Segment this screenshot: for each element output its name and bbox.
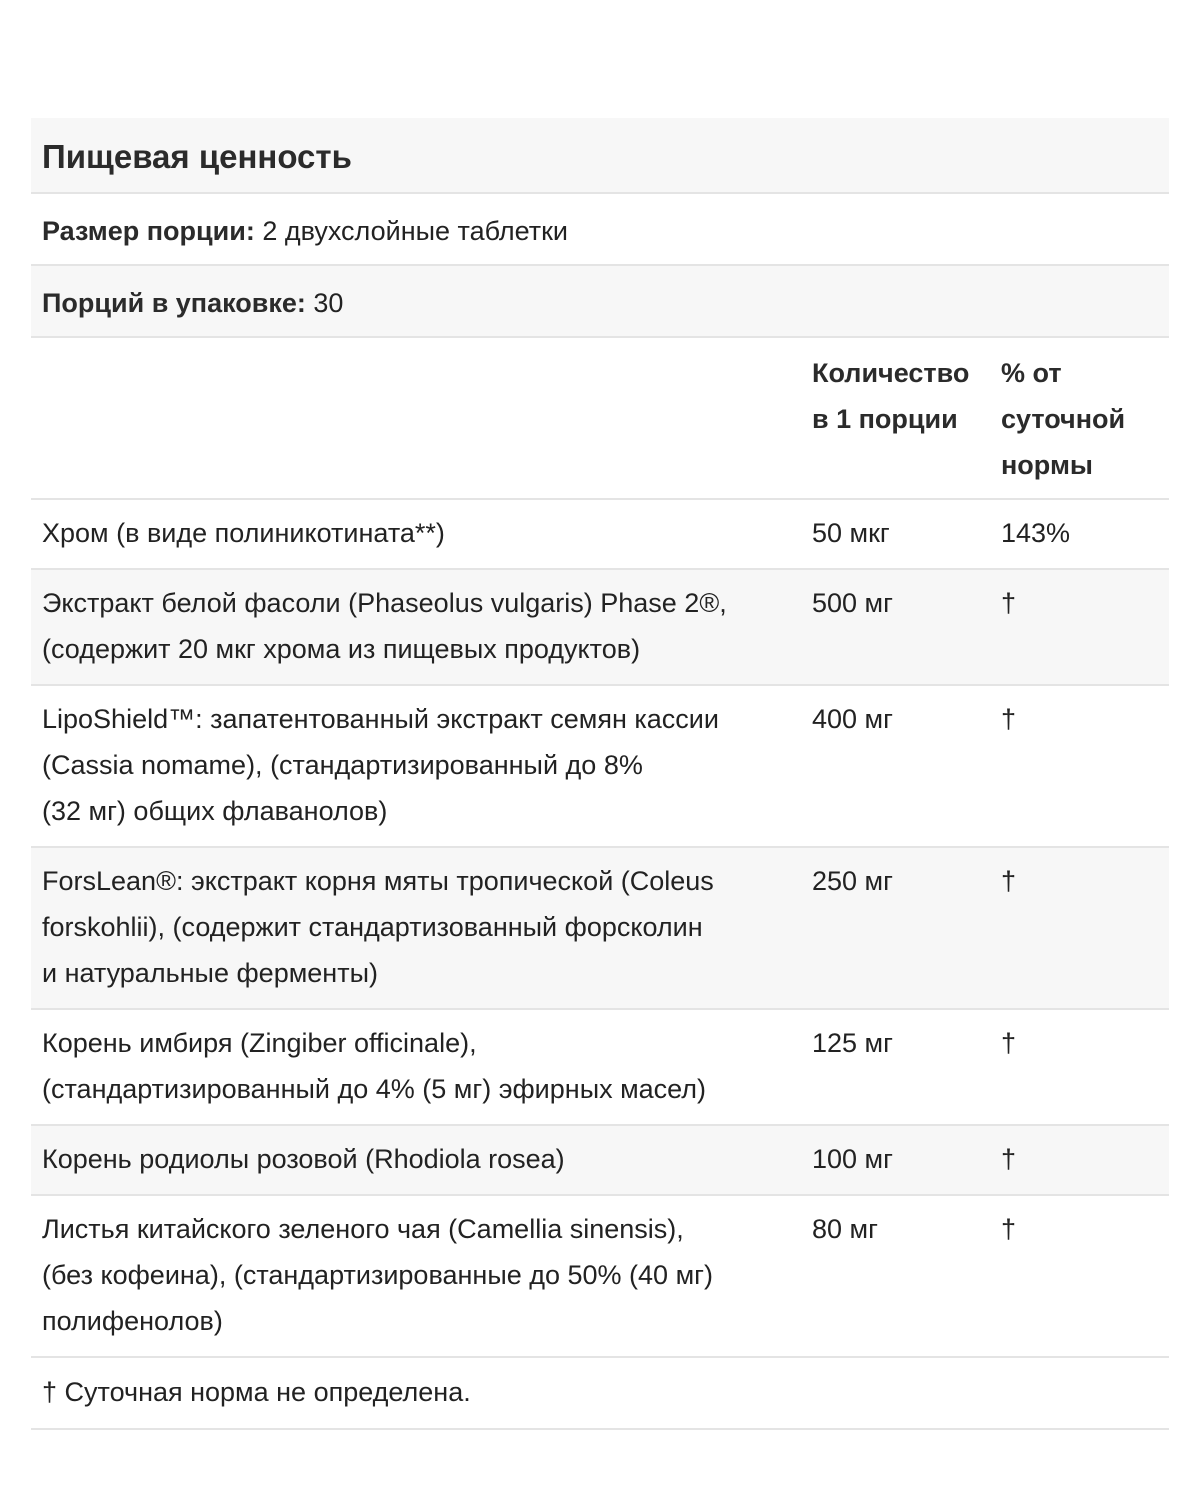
servings-per-container-row [31,266,1169,338]
serving-size-label: Размер порции: [42,216,255,246]
ingredient-amount: 100 мг [812,1144,893,1174]
ingredient-name [31,696,812,834]
ingredient-amount: 400 мг [812,704,893,734]
ingredient-name [31,580,812,672]
header-daily-value-cell [1001,350,1161,486]
ingredient-name-line: LipoShield™: запатентованный экстракт семян кассии [42,704,719,734]
table-row [31,1010,1169,1126]
ingredient-name-line: (стандартизированный до 4% (5 мг) эфирных масел) [42,1074,707,1104]
footnote: † Суточная норма не определена. [31,1358,1169,1430]
ingredient-daily-value: † [1001,1214,1017,1244]
serving-size-row [31,194,1169,266]
ingredient-amount: 250 мг [812,866,893,896]
ingredient-name-line: forskohlii), (содержит стандартизованный форсколин [42,912,703,942]
nutrition-facts-table [31,118,1169,1430]
header-amount-line: Количество [812,358,970,388]
table-row [31,500,1169,570]
serving-size-value: 2 двухслойные таблетки [254,216,568,246]
ingredient-amount: 50 мкг [812,518,890,548]
header-daily-value-line: % от [1001,358,1062,388]
ingredient-name [31,858,812,996]
ingredient-daily-value: † [1001,1028,1017,1058]
ingredient-amount: 80 мг [812,1214,878,1244]
table-title: Пищевая ценность [31,118,1169,194]
ingredient-amount: 125 мг [812,1028,893,1058]
ingredient-daily-value: † [1001,704,1017,734]
ingredient-daily-value: 143% [1001,518,1071,548]
ingredient-amount: 500 мг [812,588,893,618]
header-amount-line: в 1 порции [812,404,958,434]
table-row [31,1196,1169,1358]
column-header-row [31,338,1169,500]
ingredient-name [31,1136,812,1182]
header-daily-value-line: суточной [1001,404,1126,434]
table-row [31,570,1169,686]
ingredient-name-line: (Cassia nomame), (стандартизированный до 8% [42,750,643,780]
table-row [31,686,1169,848]
servings-per-container-label: Порций в упаковке: [42,288,306,318]
header-daily-value-line: нормы [1001,450,1093,480]
ingredient-name [31,510,812,556]
ingredient-daily-value: † [1001,1144,1017,1174]
ingredient-name-line: Хром (в виде полиникотината**) [42,518,445,548]
header-name-cell [31,350,812,486]
ingredient-name-line: Экстракт белой фасоли (Phaseolus vulgaris) Phase 2®, [42,588,727,618]
ingredient-name-line: ForsLean®: экстракт корня мяты тропической (Coleus [42,866,714,896]
ingredient-name-line: Корень родиолы розовой (Rhodiola rosea) [42,1144,565,1174]
table-row [31,848,1169,1010]
ingredient-name [31,1206,812,1344]
ingredient-name-line: (32 мг) общих флаванолов) [42,796,388,826]
ingredient-name-line: (без кофеина), (стандартизированные до 50% (40 мг) [42,1260,713,1290]
ingredient-daily-value: † [1001,588,1017,618]
header-amount-cell [812,350,1001,486]
ingredient-name-line: (содержит 20 мкг хрома из пищевых продуктов) [42,634,641,664]
ingredient-name [31,1020,812,1112]
servings-per-container-value: 30 [305,288,344,318]
ingredient-name-line: Листья китайского зеленого чая (Camellia sinensis), [42,1214,684,1244]
ingredient-daily-value: † [1001,866,1017,896]
ingredient-name-line: полифенолов) [42,1306,223,1336]
ingredient-name-line: и натуральные ферменты) [42,958,378,988]
table-row [31,1126,1169,1196]
ingredient-name-line: Корень имбиря (Zingiber officinale), [42,1028,477,1058]
